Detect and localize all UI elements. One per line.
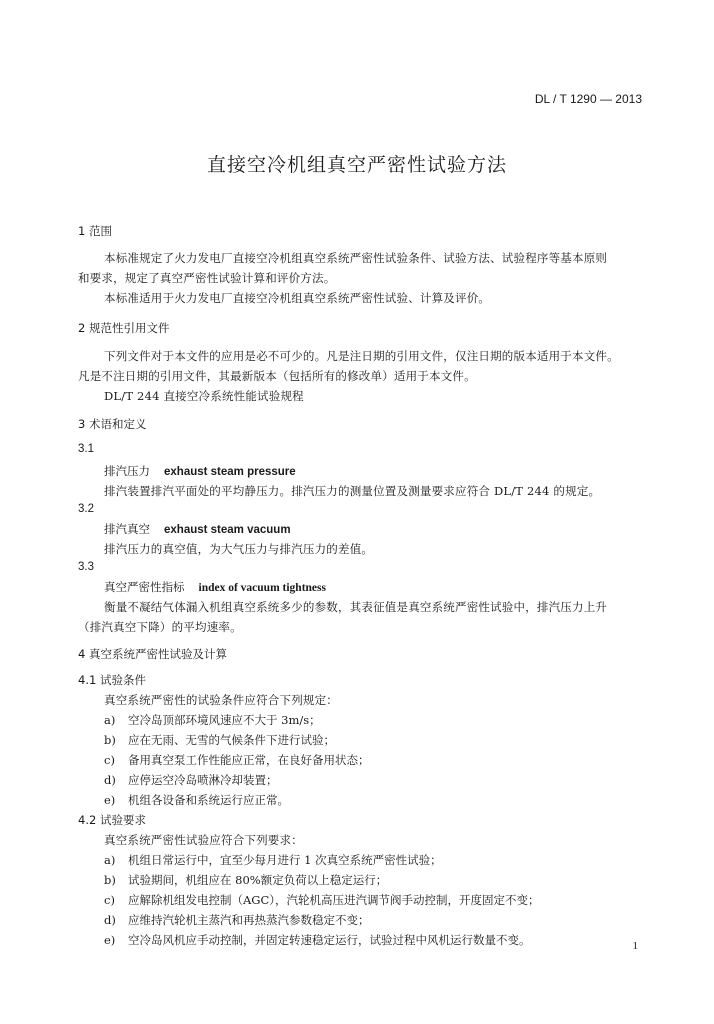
- section-1-paragraph-1-line-2: 和要求，规定了真空严密性试验计算和评价方法。: [78, 271, 336, 285]
- document-title: 直接空冷机组真空严密性试验方法: [206, 154, 507, 176]
- term-3-3-zh: 真空严密性指标: [104, 580, 185, 594]
- list-marker: c): [104, 753, 115, 767]
- section-4-heading: 4 真空系统严密性试验及计算: [78, 647, 227, 661]
- term-3-3-en: index of vacuum tightness: [198, 582, 326, 594]
- normative-reference: DL/T 244 直接空冷系统性能试验规程: [104, 389, 304, 403]
- document-code: DL / T 1290 — 2013: [534, 92, 642, 106]
- list-item: [104, 732, 335, 748]
- list-item-text: 应停运空冷岛喷淋冷却装置；: [128, 773, 278, 787]
- list-marker: d): [104, 913, 116, 927]
- page-number: 1: [632, 940, 638, 952]
- list-item: [104, 852, 442, 868]
- term-3-2-zh: 排汽真空: [104, 522, 150, 536]
- term-3-3-definition-line-1: 衡量不凝结气体漏入机组真空系统多少的参数，其表征值是真空系统严密性试验中，排汽压力上升: [104, 600, 608, 614]
- list-item-text: 应维持汽轮机主蒸汽和再热蒸汽参数稳定不变；: [128, 913, 370, 927]
- list-item: [104, 872, 387, 888]
- section-1-heading: 1 范围: [78, 224, 112, 238]
- list-item-text: 空冷岛风机应手动控制，并固定转速稳定运行，试验过程中风机运行数量不变。: [128, 933, 531, 947]
- section-4-1-heading: 4.1 试验条件: [78, 673, 146, 687]
- term-3-3: [104, 579, 326, 595]
- list-marker: b): [104, 733, 116, 747]
- term-3-3-definition-line-2: （排汽真空下降）的平均速率。: [78, 620, 242, 634]
- section-3-heading: 3 术语和定义: [78, 417, 147, 431]
- term-3-2-definition: 排汽压力的真空值，为大气压力与排汽压力的差值。: [104, 542, 374, 556]
- list-marker: b): [104, 873, 116, 887]
- list-marker: a): [104, 713, 116, 727]
- section-2-paragraph-line-1: 下列文件对于本文件的应用是必不可少的。凡是注日期的引用文件，仅注日期的版本适用于本文件。: [104, 349, 619, 363]
- list-marker: e): [104, 933, 116, 947]
- term-3-1: [104, 463, 296, 479]
- list-item: [104, 752, 370, 768]
- list-item-text: 机组日常运行中，宜至少每月进行 1 次真空系统严密性试验；: [128, 853, 442, 867]
- list-item: [104, 932, 531, 948]
- section-1-paragraph-1-line-1: 本标准规定了火力发电厂直接空冷机组真空系统严密性试验条件、试验方法、试验程序等基本原则: [104, 251, 608, 265]
- list-marker: d): [104, 773, 116, 787]
- term-3-1-en: exhaust steam pressure: [164, 466, 296, 478]
- term-3-2-number: 3.2: [78, 503, 94, 515]
- list-item: [104, 792, 289, 808]
- list-item: [104, 712, 321, 728]
- section-4-2-heading: 4.2 试验要求: [78, 813, 146, 827]
- list-item: [104, 912, 370, 928]
- list-marker: c): [104, 893, 115, 907]
- list-item: [104, 772, 278, 788]
- section-4-2-intro: 真空系统严密性试验应符合下列要求：: [104, 833, 303, 847]
- term-3-2: [104, 521, 291, 537]
- section-2-heading: 2 规范性引用文件: [78, 321, 170, 335]
- list-item-text: 应解除机组发电控制（AGC），汽轮机高压进汽调节阀手动控制，开度固定不变；: [128, 893, 540, 907]
- term-3-1-definition: 排汽装置排汽平面处的平均静压力。排汽压力的测量位置及测量要求应符合 DL/T 244 的规定。: [104, 484, 601, 498]
- list-item-text: 试验期间，机组应在 80%额定负荷以上稳定运行；: [128, 873, 388, 887]
- section-1-paragraph-2: 本标准适用于火力发电厂直接空冷机组真空系统严密性试验、计算及评价。: [104, 291, 491, 305]
- list-marker: e): [104, 793, 116, 807]
- term-3-1-number: 3.1: [78, 443, 94, 455]
- list-marker: a): [104, 853, 116, 867]
- term-3-3-number: 3.3: [78, 561, 94, 573]
- list-item-text: 备用真空泵工作性能应正常，在良好备用状态；: [128, 753, 370, 767]
- list-item: [104, 892, 540, 908]
- list-item-text: 空冷岛顶部环境风速应不大于 3m/s；: [128, 713, 321, 727]
- term-3-1-zh: 排汽压力: [104, 464, 150, 478]
- term-3-2-en: exhaust steam vacuum: [164, 524, 291, 536]
- list-item-text: 机组各设备和系统运行应正常。: [128, 793, 289, 807]
- list-item-text: 应在无雨、无雪的气候条件下进行试验；: [128, 733, 335, 747]
- section-2-paragraph-line-2: 凡是不注日期的引用文件，其最新版本（包括所有的修改单）适用于本文件。: [78, 369, 476, 383]
- section-4-1-intro: 真空系统严密性的试验条件应符合下列规定：: [104, 693, 338, 707]
